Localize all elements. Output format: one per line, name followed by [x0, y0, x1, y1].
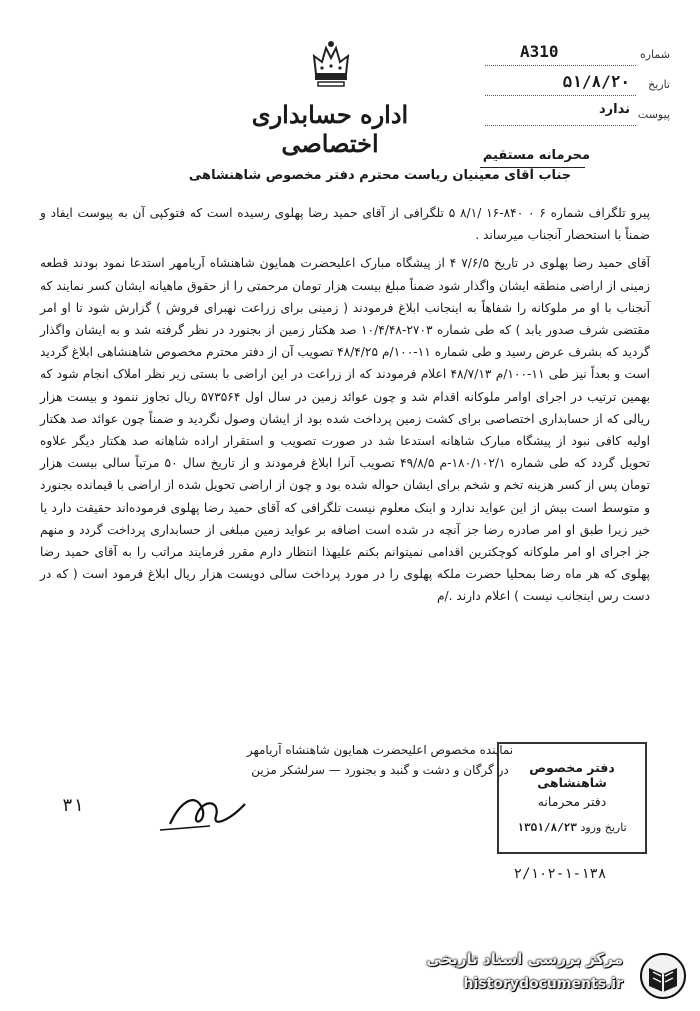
watermark-book-icon [637, 952, 689, 1000]
addressee-line: جناب آقای معینیان ریاست محترم دفتر مخصوص شاهنشاهی [188, 168, 572, 183]
watermark-logo [418, 948, 693, 1004]
date-label: تاریخ [648, 78, 670, 91]
number-line [485, 65, 636, 66]
letter-body [40, 202, 650, 614]
attachment-label: پیوست [637, 108, 670, 121]
stamp-subtitle: دفتر محرمانه [537, 794, 607, 809]
watermark-text-fa: مرکز بررسی اسناد تاریخی [426, 950, 623, 968]
document-code: ۲/۱۰۲-۱-۱۳۸ [513, 866, 607, 882]
body-paragraph: پیرو تلگراف شماره ۶ ۰ ۸۴۰-۱۶ /۸/۱ ۵ تلگرافی از آقای حمید رضا پهلوی رسیده است که فتوکپی آن به پیوست ایفاد و ضمناً با استحضار آنجناب میرساند . [40, 206, 651, 243]
closing-line-1: نماینده مخصوص اعلیحضرت همایون شاهنشاه آریامهر [246, 743, 514, 757]
date-row [485, 70, 670, 100]
office-stamp [497, 742, 647, 854]
attachment-row [485, 100, 670, 130]
body-paragraph: آقای حمید رضا پهلوی در تاریخ ۷/۶/۵ ۴ از پیشگاه مبارک اعلیحضرت همایون شاهنشاه آریامهر استدعا نمود بودند قطعه زمینی از اراضی منطقه ایشان واگذار شود ضمناً مبلغ بیست هزار تومان مرحمتی را از حقوق ماهیانه ایشان کسر نمایند که آنجناب با او مر ملوکانه را شفاهاً به اینجانب ابلاغ فرمودند ( زمینی برای زراعت نهبرای فروش ) گزارش شود تا او امر مقتضی شرف صدور یابد ) که طی شماره ۲۷۰۳-۱۰/۴/۴۸ صد هکتار زمین از بجنورد در نظر گرفته شد و به ایشان واگذار گردید که بشرف عرض رسید و طی شماره ۱۱-۱۰۰/م ۴۸/۴/۲۵ تصویب آن از دفتر محترم مخصوص شاهنشاهی ابلاغ گردید است و بعداً نیز طی ۱۱-۱۰۰/م ۴۸/۷/۱۳ اعلام فرمودند که از زراعت در این اراضی با بستی زیر نظر املاک انجام شود که بهمین ترتیب در اجرای اوامر ملوکانه اقدام شد و چون عوائد زمین در سال اول ۵۷۳۵۶۴ ریال تجاوز ننمود و بیست هزار ریالی که از حسابداری اختصاصی برای کشت زمین پرداخت شده بود از ایشان وصول نگردید و ضمناً چون عوائد صد هکتار اولیه کافی نبود از پیشگاه مبارک شاهانه استدعا شد در صورت تصویب و استقرار اراده شاهانه صد هکتار دیگر علاوه تحویل گردد که طی شماره ۱۸۰/۱۰۲/۱-م ۴۹/۸/۵ تصویب آنرا ابلاغ فرمودند و از تاریخ سال ۵۰ مرتباً سالی بیست هزار تومان پس از کسر هزینه تخم و شخم برای ایشان حواله شده بود و چون از اراضی تحویل شده از اراضی با قیمانده بجنورد و متوسط است بیش از این عواید ندارد و اینک معلوم نیست تلگرافی که آقای حمید رضا پهلوی فرموده‌اند حقیقت دارد یا خیر زیرا طبق او امر صادره رضا جز آنچه در شده است اضافه بر عواید زمین مبلغی از حسابداری پرداخت گردد و منهم جز اجرای او امر ملوکانه کوچکترین اقدامی نمیتوانم بکنم علیهذا انتظار دارم مقرر فرمایند مراتب را به آقای حمید رضا پهلوی که هر ماه رضا بمحلیا حضرت ملکه پهلوی را در مورد پرداخت سالی دویست هزار ریال ابلاغ فرمود است ( که در دست رس اینجانب نیست ) اعلام دارند ./م [40, 256, 650, 604]
watermark-text-en: historydocuments.ir [463, 976, 623, 992]
stamp-date-label: تاریخ ورود [580, 821, 627, 834]
attachment-value: ندارد [598, 102, 630, 117]
handwritten-signature [150, 782, 260, 838]
stamp-date [499, 821, 645, 834]
date-line [485, 95, 636, 96]
date-value: ۵۱/۸/۲۰ [562, 72, 630, 91]
closing-line-2: در گرگان و دشت و گنبد و بجنورد — سرلشکر مزین [251, 763, 509, 777]
number-value: A310 [520, 42, 559, 61]
stamp-title: دفتر مخصوص شاهنشاهی [529, 760, 615, 790]
number-label: شماره [639, 48, 670, 61]
organization-title: اداره حسابداری اختصاصی [251, 100, 409, 158]
attachment-line [485, 125, 636, 126]
closing-block [230, 740, 530, 780]
page-mark: ۳۱ [62, 795, 84, 816]
stamp-date-value: ۱۳۵۱/۸/۲۳ [517, 821, 577, 834]
document-metadata [485, 40, 670, 130]
crown-emblem-icon [308, 38, 354, 94]
classification-label: محرمانه مستقیم [482, 148, 590, 163]
number-row [485, 40, 670, 70]
